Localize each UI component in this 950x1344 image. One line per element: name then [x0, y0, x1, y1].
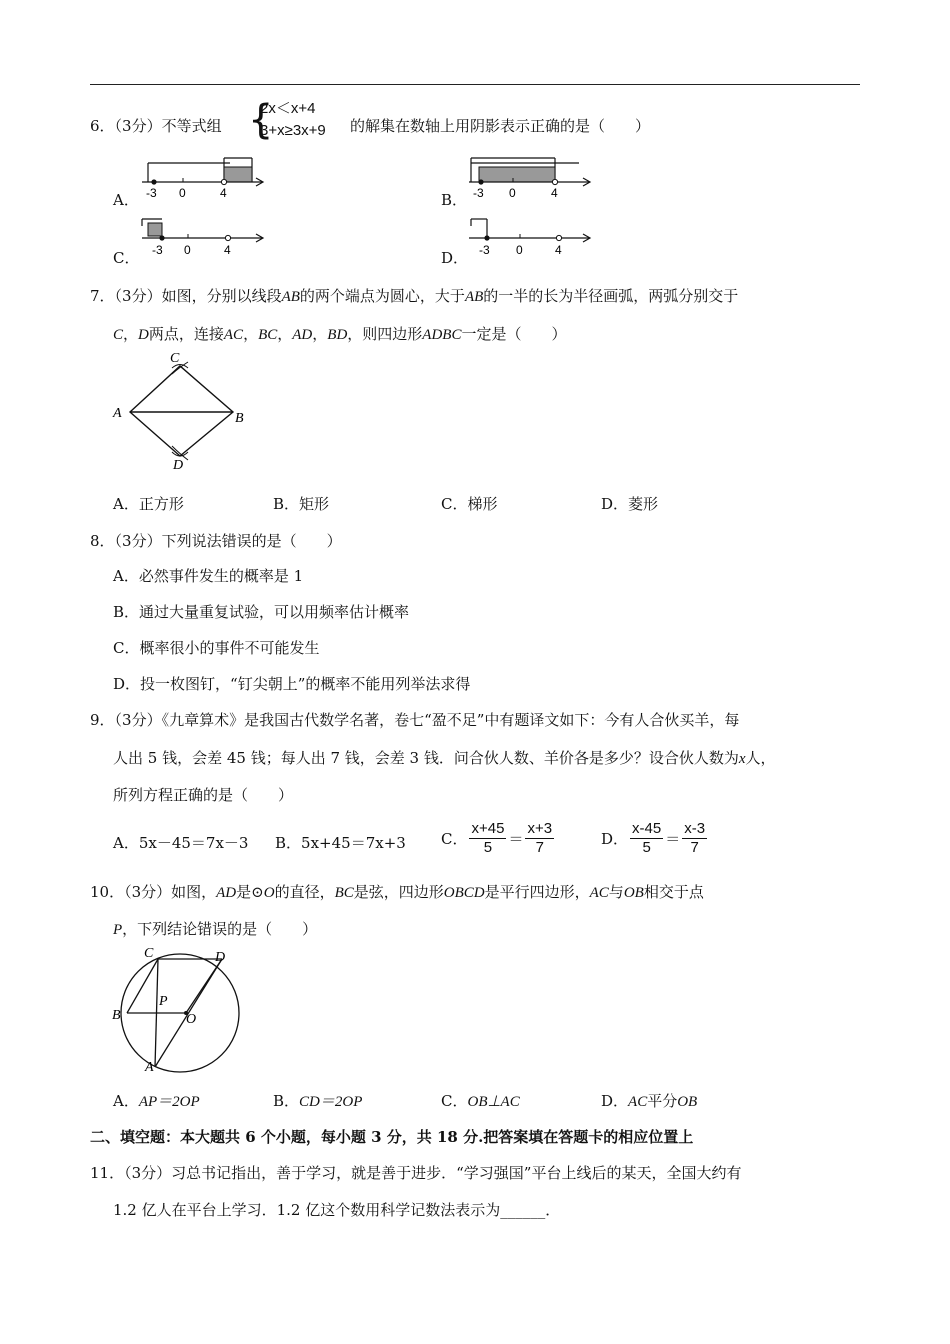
section-heading: 二、填空题：本大题共 6 个小题，每小题 3 分，共 18 分.把答案填在答题卡的相应位置上: [90, 1128, 694, 1146]
q9-option-b: B．5x+45＝7x+3: [275, 834, 406, 852]
q9-line2: 人出 5 钱，会差 45 钱；每人出 7 钱，会差 3 钱．问合伙人数、羊价各是多少？设合伙人数为x人，: [113, 749, 776, 767]
q6-option-c-label: C．: [113, 249, 140, 267]
q8-stem: 8．（3分）下列说法错误的是（ ）: [90, 532, 342, 550]
fig-label-a: A: [145, 1060, 154, 1075]
q10-line2: P，下列结论错误的是（ ）: [113, 920, 318, 938]
fig-label-c: C: [170, 351, 180, 366]
q10-option-d: D．AC平分OB: [601, 1092, 698, 1110]
q9-line3: 所列方程正确的是（ ）: [113, 786, 294, 804]
q6-prefix: 6．（3分）不等式组: [90, 117, 222, 135]
q10-option-a: A．AP＝2OP: [113, 1092, 200, 1110]
q8-option-b: B．通过大量重复试验，可以用频率估计概率: [113, 603, 410, 621]
tick-label: -3: [479, 243, 490, 257]
q6-option-a-numberline: [140, 155, 270, 203]
fig-label-d: D: [215, 950, 226, 965]
fig-label-b: B: [112, 1008, 121, 1023]
fig-label-b: B: [235, 411, 244, 426]
fraction: $\frac{x-3}{7}$: [684, 820, 706, 856]
tick-label: 4: [555, 243, 562, 257]
fig-label-d: D: [173, 458, 184, 473]
q9-line1: 9．（3分）《九章算术》是我国古代数学名著，卷七“盈不足”中有题译文如下：今有人合伙买羊，每: [90, 711, 740, 729]
fraction: $\frac{x+3}{7}$: [527, 820, 553, 856]
fig-label-p: P: [159, 994, 168, 1009]
tick-label: 4: [551, 186, 558, 200]
q7-option-c: C．梯形: [441, 495, 498, 513]
q8-option-a: A．必然事件发生的概率是 1: [113, 567, 304, 585]
q6-option-b-numberline: [467, 153, 597, 201]
q7-line2: C，D两点，连接AC，BC，AD，BD，则四边形ADBC一定是（ ）: [113, 325, 567, 343]
q6-option-d-numberline: [467, 214, 597, 260]
q10-option-c: C．OB⊥AC: [441, 1092, 520, 1110]
tick-label: 0: [509, 186, 516, 200]
q10-line1: 10．（3分）如图，AD是⊙O的直径，BC是弦，四边形OBCD是平行四边形，AC与OB相交于点: [90, 883, 704, 901]
fig-label-a: A: [113, 406, 122, 421]
fraction: $\frac{x+45}{5}$: [471, 820, 505, 856]
q7-option-a: A．正方形: [113, 495, 184, 513]
q9-option-a: A．5x－45＝7x－3: [113, 834, 249, 852]
tick-label: -3: [152, 243, 163, 257]
q6-option-b-label: B．: [441, 191, 468, 209]
tick-label: -3: [473, 186, 484, 200]
header-rule: [90, 84, 860, 85]
q6-option-a-label: A．: [113, 191, 139, 209]
tick-label: 0: [184, 243, 191, 257]
q7-rhombus-figure: [108, 348, 258, 473]
tick-label: 4: [224, 243, 231, 257]
q9-option-c: C． $\frac{x+45}{5}$ ＝ $\frac{x+3}{7}$: [441, 820, 553, 856]
q6-ineq1: 2x＜x+4: [260, 100, 316, 117]
q11-line2: 1.2 亿人在平台上学习．1.2 亿这个数用科学记数法表示为______．: [113, 1201, 561, 1219]
q6-option-d-label: D．: [441, 249, 469, 267]
q7-option-b: B．矩形: [273, 495, 330, 513]
fraction: $\frac{x-45}{5}$: [632, 820, 662, 856]
tick-label: 0: [516, 243, 523, 257]
q6-option-c-numberline: [140, 214, 270, 260]
tick-label: 0: [179, 186, 186, 200]
tick-label: -3: [146, 186, 157, 200]
q9-option-d: D． $\frac{x-45}{5}$ ＝ $\frac{x-3}{7}$: [601, 820, 706, 856]
q7-option-d: D．菱形: [601, 495, 659, 513]
q8-option-c: C．概率很小的事件不可能发生: [113, 639, 320, 657]
q11-line1: 11．（3分）习总书记指出，善于学习，就是善于进步．“学习强国”平台上线后的某天，全国大约有: [90, 1164, 742, 1182]
system-brace: {: [248, 97, 274, 143]
q10-option-b: B．CD＝2OP: [273, 1092, 363, 1110]
tick-label: 4: [220, 186, 227, 200]
q6-suffix: 的解集在数轴上用阴影表示正确的是（ ）: [350, 117, 651, 135]
q10-circle-figure: [108, 945, 248, 1075]
fig-label-c: C: [144, 946, 154, 961]
q7-line1: 7．（3分）如图，分别以线段AB的两个端点为圆心，大于AB的一半的长为半径画弧，两弧分别交于: [90, 287, 739, 305]
fig-label-o: O: [186, 1012, 197, 1027]
q6-ineq2: 3+x≥3x+9: [260, 122, 326, 139]
q8-option-d: D．投一枚图钉，“钉尖朝上”的概率不能用列举法求得: [113, 675, 471, 693]
